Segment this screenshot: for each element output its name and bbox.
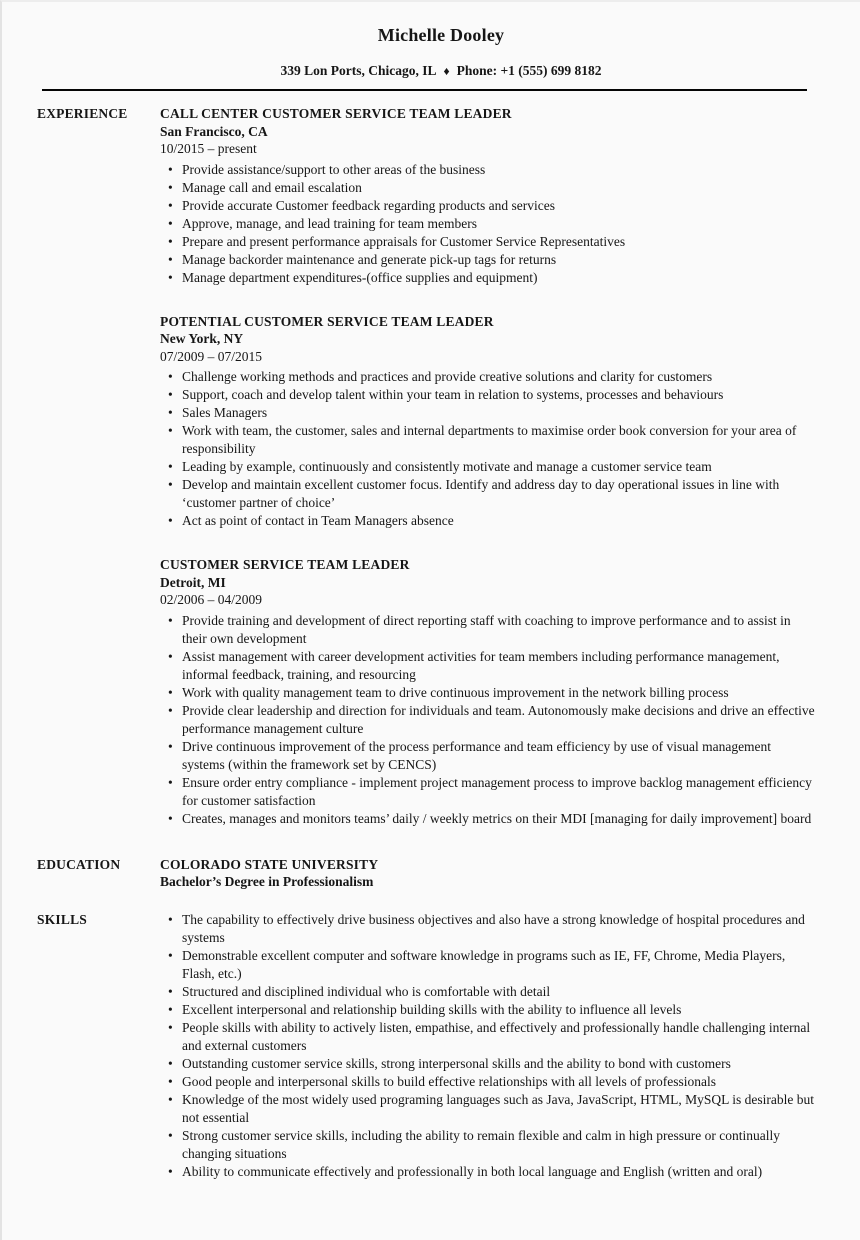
bullet-item: • Ensure order entry compliance - implement project management process to improve backlog management efficiency for customer satisfaction: [160, 774, 817, 810]
job-entry: [160, 105, 817, 287]
bullet-item: • Approve, manage, and lead training for team members: [160, 215, 817, 233]
skills-content: [160, 911, 817, 1181]
bullet-item: • Prepare and present performance appraisals for Customer Service Representatives: [160, 233, 817, 251]
bullet-item: • Provide assistance/support to other areas of the business: [160, 161, 817, 179]
bullet-item: • Ability to communicate effectively and professionally in both local language and English (written and oral): [160, 1163, 817, 1181]
bullet-item: • Manage department expenditures-(office supplies and equipment): [160, 269, 817, 287]
bullet-item: • Sales Managers: [160, 404, 817, 422]
job-location: Detroit, MI: [160, 574, 226, 590]
bullet-item: • Challenge working methods and practices and provide creative solutions and clarity for customers: [160, 368, 817, 386]
bullet-item: • Creates, manages and monitors teams’ daily / weekly metrics on their MDI [managing for daily improvement] board: [160, 810, 817, 828]
bullet-item: • Manage backorder maintenance and generate pick-up tags for returns: [160, 251, 817, 269]
bullet-item: • Provide accurate Customer feedback regarding products and services: [160, 197, 817, 215]
resume-header: [37, 24, 845, 91]
bullet-item: • Outstanding customer service skills, strong interpersonal skills and the ability to bond with customers: [160, 1055, 817, 1073]
header-divider: [42, 89, 807, 91]
contact-line: [37, 62, 845, 80]
job-entry: [160, 313, 817, 531]
job-title: CUSTOMER SERVICE TEAM LEADER: [160, 557, 410, 572]
job-bullet-list: [160, 161, 817, 287]
experience-content: [160, 105, 817, 828]
person-name: Michelle Dooley: [377, 25, 505, 45]
bullet-item: • The capability to effectively drive business objectives and also have a strong knowledge of hospital procedures and systems: [160, 911, 817, 947]
skills-label: SKILLS: [37, 911, 87, 927]
education-label: EDUCATION: [37, 856, 121, 872]
skills-section: [37, 911, 845, 1181]
bullet-item: • Work with quality management team to drive continuous improvement in the network billing process: [160, 684, 817, 702]
bullet-item: • Strong customer service skills, including the ability to remain flexible and calm in high pressure or continually changing situations: [160, 1127, 817, 1163]
bullet-item: • Demonstrable excellent computer and software knowledge in programs such as IE, FF, Chrome, Media Players, Flash, etc.): [160, 947, 817, 983]
bullet-item: • Support, coach and develop talent within your team in relation to systems, processes and behaviours: [160, 386, 817, 404]
education-content: [160, 856, 817, 891]
diamond-separator-icon: ♦: [443, 64, 450, 78]
bullet-item: • People skills with ability to actively listen, empathise, and effectively and professionally handle challenging internal and external customers: [160, 1019, 817, 1055]
job-dates: 10/2015 – present: [160, 141, 257, 156]
phone-text: Phone: +1 (555) 699 8182: [456, 63, 602, 78]
school-name: COLORADO STATE UNIVERSITY: [160, 856, 379, 872]
experience-label: EXPERIENCE: [37, 106, 128, 121]
bullet-item: • Manage call and email escalation: [160, 179, 817, 197]
bullet-item: • Drive continuous improvement of the process performance and team efficiency by use of visual management systems (within the framework set by CENCS): [160, 738, 817, 774]
job-dates: 02/2006 – 04/2009: [160, 592, 263, 607]
bullet-item: • Leading by example, continuously and consistently motivate and manage a customer service team: [160, 458, 817, 476]
bullet-item: • Excellent interpersonal and relationship building skills with the ability to influence all levels: [160, 1001, 817, 1019]
job-entry: [160, 556, 817, 828]
bullet-item: • Provide training and development of direct reporting staff with coaching to improve performance and to assist in their own development: [160, 612, 817, 648]
bullet-item: • Good people and interpersonal skills to build effective relationships with all levels of professionals: [160, 1073, 817, 1091]
bullet-item: • Develop and maintain excellent customer focus. Identify and address day to day operational issues in line with ‘customer partner of choice’: [160, 476, 817, 512]
job-bullet-list: [160, 368, 817, 530]
education-section: [37, 856, 845, 891]
bullet-item: • Assist management with career development activities for team members including performance management, informal feedback, training, and resourcing: [160, 648, 817, 684]
bullet-item: • Act as point of contact in Team Managers absence: [160, 512, 817, 530]
address-text: 339 Lon Ports, Chicago, IL: [280, 63, 437, 78]
job-title: POTENTIAL CUSTOMER SERVICE TEAM LEADER: [160, 313, 494, 329]
degree-name: Bachelor’s Degree in Professionalism: [160, 874, 374, 889]
skills-bullet-list: [160, 911, 817, 1181]
job-bullet-list: [160, 612, 817, 828]
job-location: New York, NY: [160, 331, 244, 346]
bullet-item: • Work with team, the customer, sales and internal departments to maximise order book conversion for your area of responsibility: [160, 422, 817, 458]
bullet-item: • Knowledge of the most widely used programing languages such as Java, JavaScript, HTML, MySQL is desirable but not essential: [160, 1091, 817, 1127]
job-location: San Francisco, CA: [160, 123, 268, 139]
job-title: CALL CENTER CUSTOMER SERVICE TEAM LEADER: [160, 106, 512, 121]
bullet-item: • Structured and disciplined individual who is comfortable with detail: [160, 983, 817, 1001]
bullet-item: • Provide clear leadership and direction for individuals and team. Autonomously make decisions and drive an effective performance management culture: [160, 702, 817, 738]
experience-section: [37, 105, 845, 828]
job-dates: 07/2009 – 07/2015: [160, 348, 263, 364]
